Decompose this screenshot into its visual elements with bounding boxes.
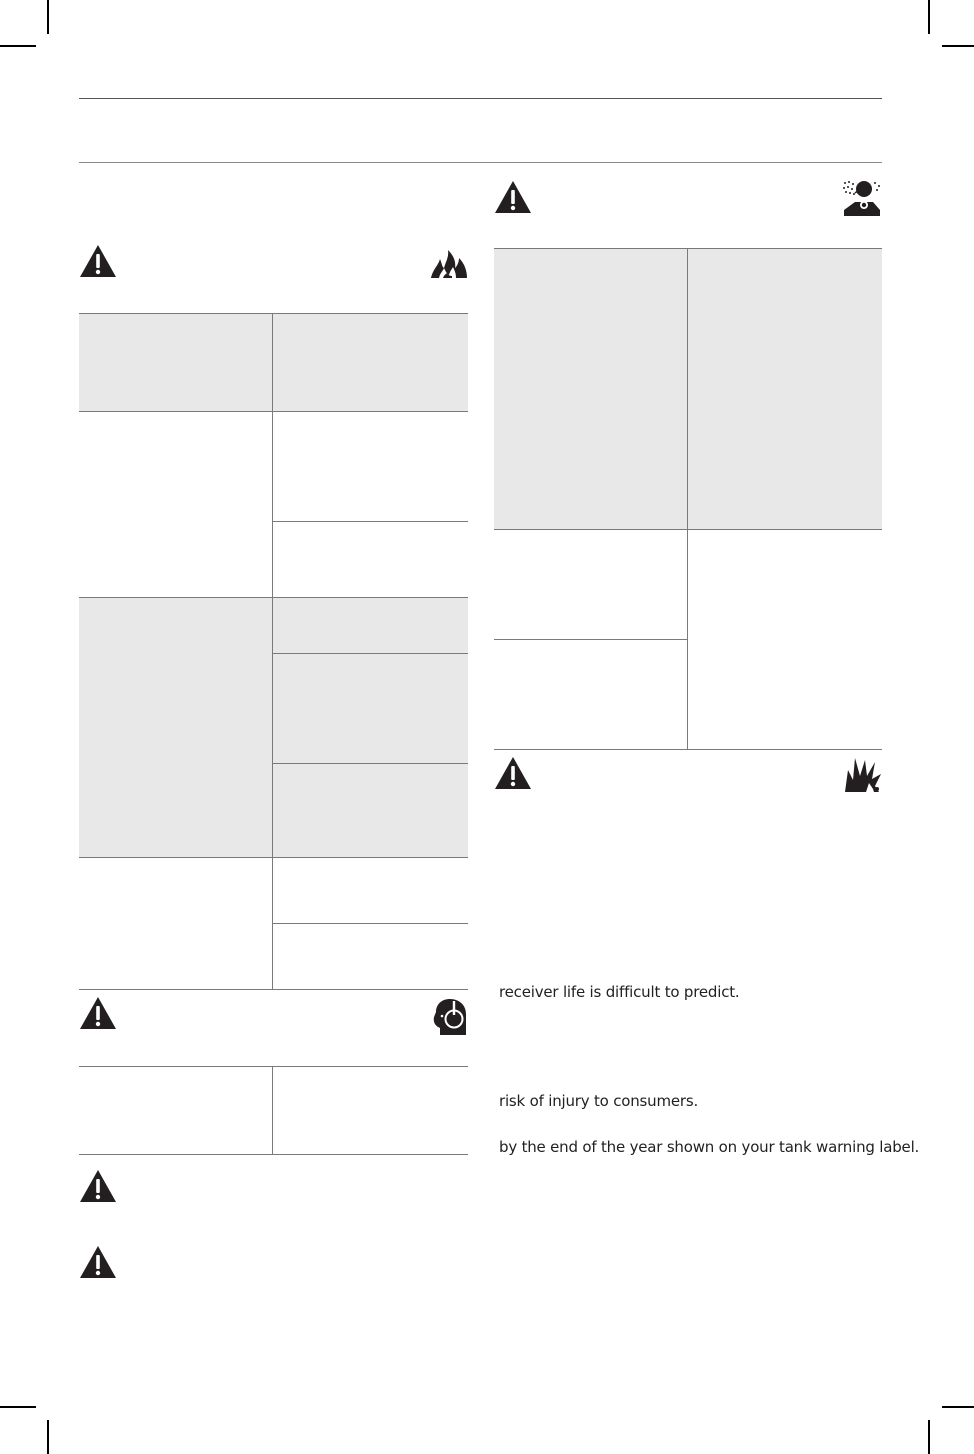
fire-table-row-1 (79, 314, 468, 411)
crop-mark-top-right-v (928, 0, 930, 34)
explosion-hazard-icon (844, 756, 882, 794)
fire-table-row-3 (79, 598, 468, 857)
crop-mark-top-right-h (942, 45, 974, 47)
hearing-table-top-rule (79, 1066, 468, 1067)
hearing-table-divider (272, 1066, 273, 1154)
crop-mark-top-left-v (47, 0, 49, 34)
explosion-text-line-3: by the end of the year shown on your tank warning label. (499, 1138, 920, 1156)
explosion-text-line-2: risk of injury to consumers. (499, 1092, 699, 1110)
header-rule-top (79, 98, 882, 99)
fire-table-subrule-3b (272, 763, 468, 764)
inhalation-table-row-1 (494, 249, 882, 529)
crop-mark-bottom-left-v (47, 1420, 49, 1454)
warning-triangle-icon (79, 996, 117, 1030)
hearing-table-bottom-rule (79, 1154, 468, 1155)
fire-table-top-rule (79, 313, 468, 314)
inhalation-table-rule-2 (494, 529, 882, 530)
fire-table-rule-3 (79, 597, 468, 598)
fire-table-bottom-rule (79, 989, 468, 990)
crop-mark-bottom-right-h (942, 1406, 974, 1408)
inhalation-table-divider (687, 249, 688, 749)
hearing-protection-icon (432, 998, 468, 1036)
warning-triangle-icon (494, 756, 532, 790)
crop-mark-top-left-h (0, 45, 36, 47)
fire-table-subrule-2 (272, 521, 468, 522)
inhalation-hazard-icon (842, 180, 882, 216)
inhalation-table-subrule-2 (494, 639, 687, 640)
warning-triangle-icon (494, 180, 532, 214)
fire-hazard-icon (430, 249, 468, 279)
warning-triangle-icon (79, 244, 117, 278)
explosion-text-line-1: receiver life is difficult to predict. (499, 983, 740, 1001)
fire-table-subrule-4 (272, 923, 468, 924)
fire-table-rule-2 (79, 411, 468, 412)
warning-triangle-icon (79, 1169, 117, 1203)
crop-mark-bottom-left-h (0, 1406, 36, 1408)
inhalation-table-top-rule (494, 248, 882, 249)
fire-table-subrule-3a (272, 653, 468, 654)
crop-mark-bottom-right-v (928, 1420, 930, 1454)
warning-triangle-icon (79, 1245, 117, 1279)
inhalation-table-bottom-rule (494, 749, 882, 750)
fire-table-divider (272, 314, 273, 989)
fire-table-rule-4 (79, 857, 468, 858)
header-rule-bottom (79, 162, 882, 163)
